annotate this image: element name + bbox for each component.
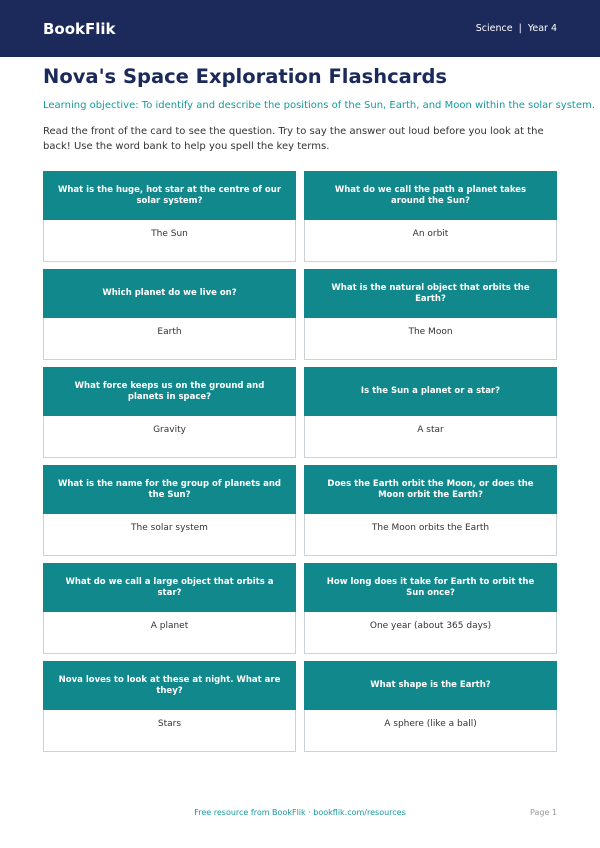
flashcard[interactable] <box>43 367 296 458</box>
page-number: Page 1 <box>530 808 557 817</box>
flashcard-answer: A planet <box>43 612 296 654</box>
flashcard-answer: Gravity <box>43 416 296 458</box>
flashcard-question: What do we call the path a planet takes around the Sun? <box>304 171 557 220</box>
flashcard-question: What force keeps us on the ground and planets in space? <box>43 367 296 416</box>
flashcard-question: Is the Sun a planet or a star? <box>304 367 557 416</box>
flashcard[interactable] <box>304 171 557 262</box>
flashcard-answer: One year (about 365 days) <box>304 612 557 654</box>
flashcard-question: Nova loves to look at these at night. What are they? <box>43 661 296 710</box>
flashcard-answer: Earth <box>43 318 296 360</box>
flashcard[interactable] <box>304 367 557 458</box>
flashcard-question: Which planet do we live on? <box>43 269 296 318</box>
flashcard-answer: The solar system <box>43 514 296 556</box>
flashcard-grid <box>43 171 557 752</box>
flashcard-answer: A sphere (like a ball) <box>304 710 557 752</box>
learning-objective: Learning objective: To identify and describe the positions of the Sun, Earth, and Moon within the solar system. <box>43 100 595 111</box>
flashcard-question: What shape is the Earth? <box>304 661 557 710</box>
flashcard[interactable] <box>43 171 296 262</box>
flashcard-answer: Stars <box>43 710 296 752</box>
flashcard-question: Does the Earth orbit the Moon, or does the Moon orbit the Earth? <box>304 465 557 514</box>
flashcard[interactable] <box>304 269 557 360</box>
flashcard-question: What do we call a large object that orbits a star? <box>43 563 296 612</box>
flashcard[interactable] <box>304 465 557 556</box>
flashcard-question: What is the huge, hot star at the centre of our solar system? <box>43 171 296 220</box>
flashcard[interactable] <box>43 269 296 360</box>
flashcard-question: What is the natural object that orbits the Earth? <box>304 269 557 318</box>
flashcard[interactable] <box>304 563 557 654</box>
flashcard-question: How long does it take for Earth to orbit the Sun once? <box>304 563 557 612</box>
flashcard[interactable] <box>304 661 557 752</box>
flashcard-answer: The Moon <box>304 318 557 360</box>
year-label: Year 4 <box>527 23 557 34</box>
flashcard-answer: A star <box>304 416 557 458</box>
top-header-bar <box>0 0 600 57</box>
flashcard[interactable] <box>43 465 296 556</box>
flashcard[interactable] <box>43 563 296 654</box>
flashcard-question: What is the name for the group of planets and the Sun? <box>43 465 296 514</box>
flashcard[interactable] <box>43 661 296 752</box>
brand-logo[interactable]: BookFlik <box>43 19 116 38</box>
meta-separator: | <box>518 23 522 34</box>
subject-year-label <box>476 23 557 34</box>
flashcard-answer: An orbit <box>304 220 557 262</box>
footer-resource-link[interactable]: Free resource from BookFlik · bookflik.com/resources <box>194 808 406 817</box>
flashcard-answer: The Moon orbits the Earth <box>304 514 557 556</box>
flashcard-answer: The Sun <box>43 220 296 262</box>
subject-label: Science <box>475 23 513 34</box>
instructions-text: Read the front of the card to see the question. Try to say the answer out loud before you look at the back! Use the word bank to help you spell the key terms. <box>43 126 544 152</box>
page-title: Nova's Space Exploration Flashcards <box>43 65 448 88</box>
